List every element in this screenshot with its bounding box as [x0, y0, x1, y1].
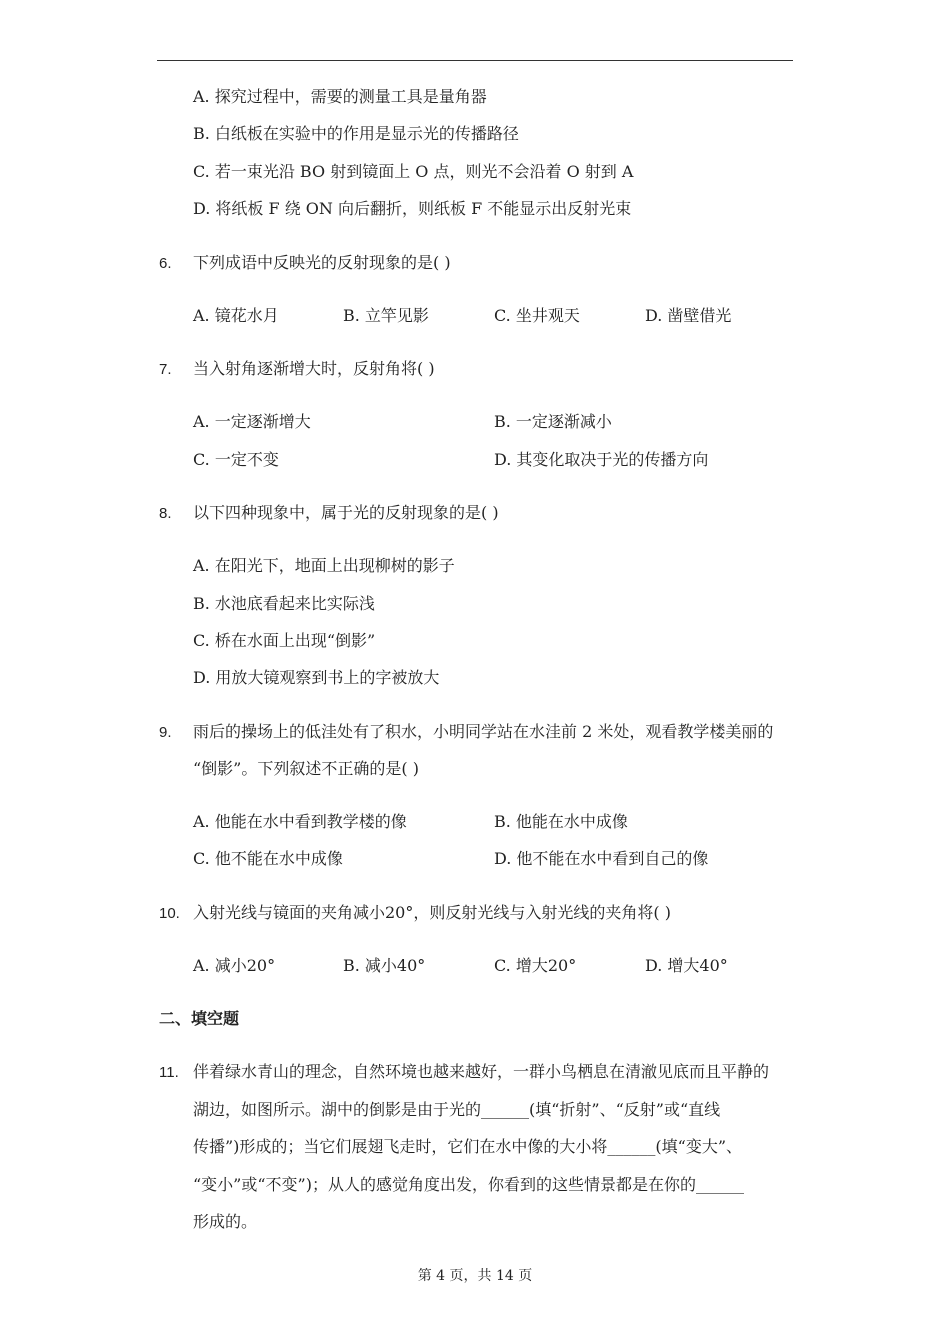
q8-option-d: D. 用放大镜观察到书上的字被放大 — [193, 668, 440, 687]
q5-option-a: A. 探究过程中，需要的测量工具是量角器 — [193, 87, 487, 106]
q6-option-a: A. 镜花水月 — [193, 306, 279, 325]
q9-option-b: B. 他能在水中成像 — [494, 812, 628, 831]
q6-option-c: C. 坐井观天 — [494, 306, 580, 325]
q7-stem: 当入射角逐渐增大时，反射角将( ) — [193, 359, 435, 378]
q5-option-c: C. 若一束光沿 BO 射到镜面上 O 点，则光不会沿着 O 射到 A — [193, 162, 634, 181]
q5-option-d: D. 将纸板 F 绕 ON 向后翻折，则纸板 F 不能显示出反射光束 — [193, 199, 632, 218]
q6-stem: 下列成语中反映光的反射现象的是( ) — [193, 253, 451, 272]
q11-line3: 传播”)形成的；当它们展翅飞走时，它们在水中像的大小将______(填“变大”、 — [193, 1137, 743, 1156]
q8-stem: 以下四种现象中，属于光的反射现象的是( ) — [193, 503, 499, 522]
q11-line5: 形成的。 — [193, 1212, 258, 1231]
q8-option-c: C. 桥在水面上出现“倒影” — [193, 631, 376, 650]
q11-line1: 伴着绿水青山的理念，自然环境也越来越好，一群小鸟栖息在清澈见底而且平静的 — [193, 1062, 770, 1081]
q7-number: 7. — [159, 361, 172, 378]
q7-option-b: B. 一定逐渐减小 — [494, 412, 612, 431]
q6-option-d: D. 凿壁借光 — [645, 306, 732, 325]
q9-option-c: C. 他不能在水中成像 — [193, 849, 343, 868]
q10-option-b: B. 减小40° — [343, 956, 426, 975]
q11-line2: 湖边，如图所示。湖中的倒影是由于光的______(填“折射”、“反射”或“直线 — [193, 1100, 721, 1119]
q9-stem-line1: 雨后的操场上的低洼处有了积水，小明同学站在水洼前 2 米处，观看教学楼美丽的 — [193, 722, 774, 741]
section-title: 二、填空题 — [159, 1009, 240, 1028]
page-number: 第 4 页，共 14 页 — [417, 1268, 533, 1284]
q10-option-c: C. 增大20° — [494, 956, 577, 975]
q5-option-b: B. 白纸板在实验中的作用是显示光的传播路径 — [193, 124, 519, 143]
q8-number: 8. — [159, 505, 172, 522]
q6-number: 6. — [159, 255, 172, 272]
q9-number: 9. — [159, 724, 172, 741]
header-rule — [157, 60, 793, 61]
q10-number: 10. — [159, 905, 180, 922]
q8-option-a: A. 在阳光下，地面上出现柳树的影子 — [193, 556, 455, 575]
q11-line4: “变小”或“不变”)；从人的感觉角度出发，你看到的这些情景都是在你的______ — [193, 1175, 744, 1194]
q9-option-a: A. 他能在水中看到教学楼的像 — [193, 812, 407, 831]
q10-option-a: A. 减小20° — [193, 956, 276, 975]
q9-stem-line2: “倒影”。下列叙述不正确的是( ) — [193, 759, 419, 778]
q7-option-d: D. 其变化取决于光的传播方向 — [494, 450, 709, 469]
q8-option-b: B. 水池底看起来比实际浅 — [193, 594, 375, 613]
q10-option-d: D. 增大40° — [645, 956, 728, 975]
q7-option-a: A. 一定逐渐增大 — [193, 412, 311, 431]
q11-number: 11. — [159, 1064, 179, 1081]
q9-option-d: D. 他不能在水中看到自己的像 — [494, 849, 709, 868]
q10-stem: 入射光线与镜面的夹角减小20°，则反射光线与入射光线的夹角将( ) — [193, 903, 671, 922]
q6-option-b: B. 立竿见影 — [343, 306, 429, 325]
q7-option-c: C. 一定不变 — [193, 450, 279, 469]
